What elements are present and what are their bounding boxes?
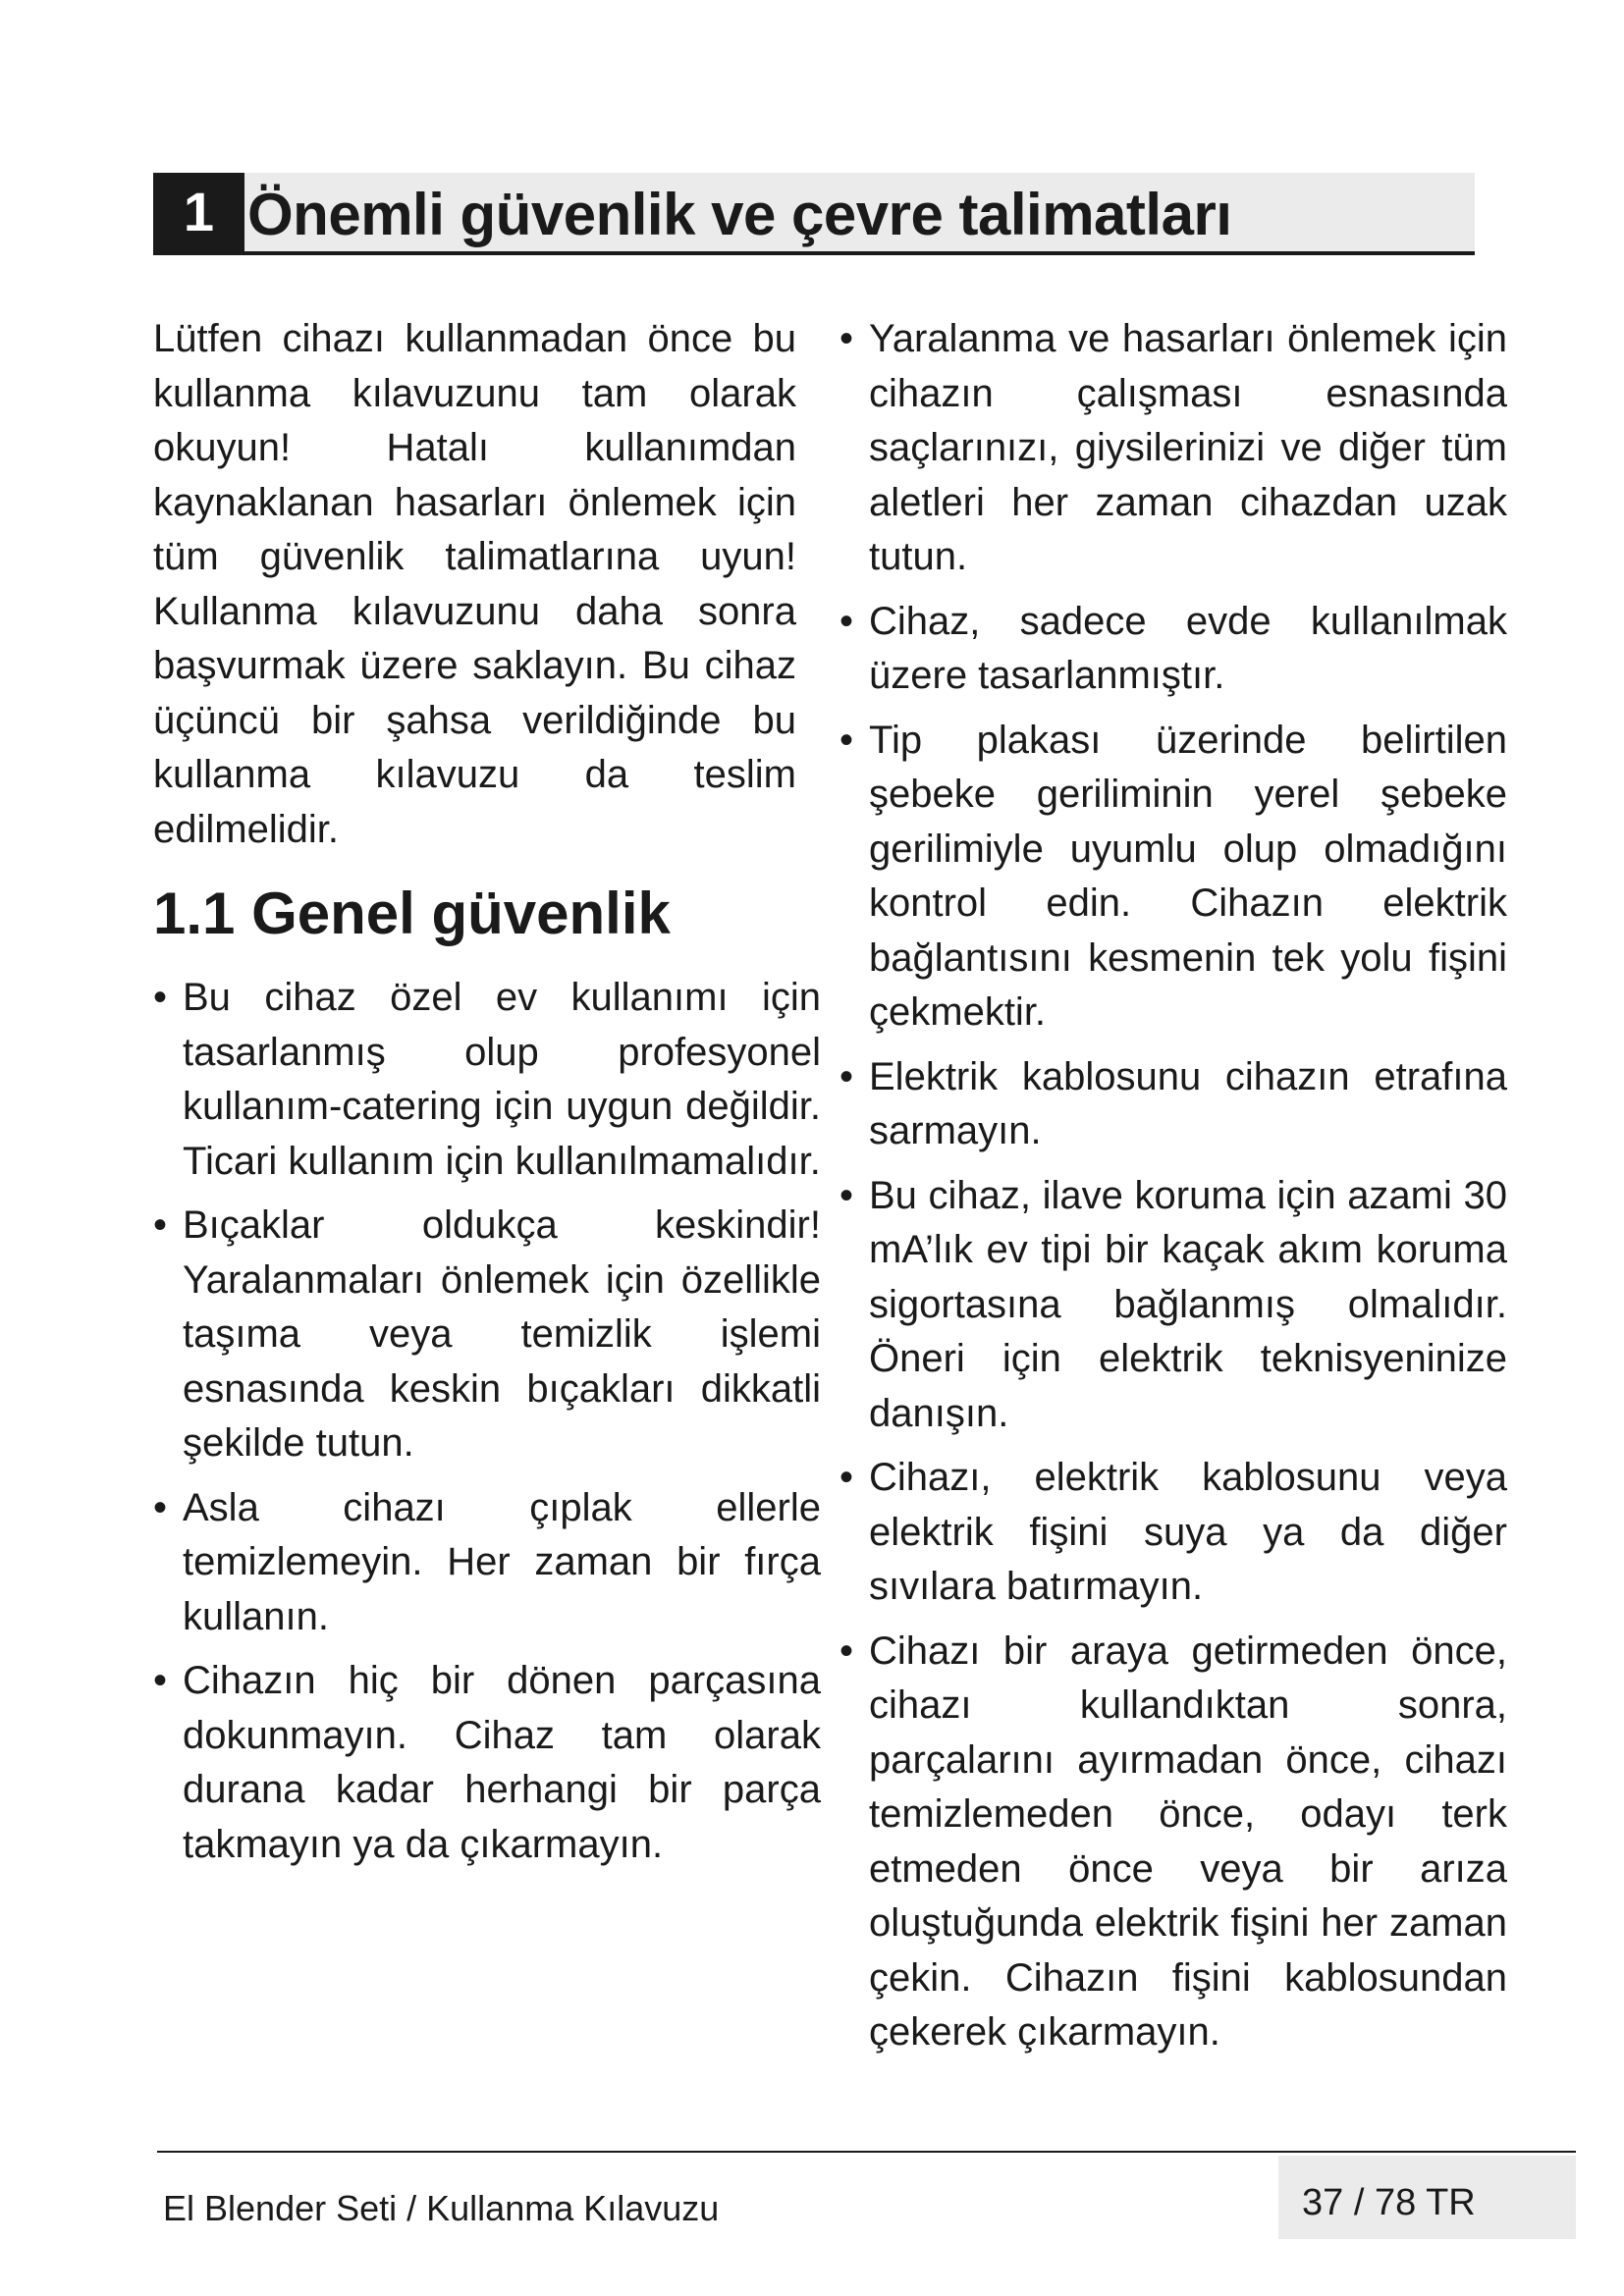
page-title: Önemli güvenlik ve çevre talimatları xyxy=(247,182,1232,247)
subsection-heading: 1.1 Genel güvenlik xyxy=(153,881,671,946)
list-item xyxy=(839,1451,1507,1615)
list-item-text: Bu cihaz özel ev kullanımı için tasarlanmış olup profesyonel kullanım-catering için uygun değildir. Ticari kullanım için kullanılmamalıdır. xyxy=(183,976,821,1183)
list-item-text: Yaralanma ve hasarları önlemek için cihazın çalışması esnasında saçlarınızı, giysilerinizi ve diğer tüm aletleri her zaman cihazdan uzak tutun. xyxy=(869,317,1507,578)
list-item xyxy=(839,1625,1507,2060)
intro-paragraph: Lütfen cihazı kullanmadan önce bu kullanma kılavuzunu tam olarak okuyun! Hatalı kullanımdan kaynaklanan hasarları önlemek için tüm güvenlik talimatlarına uyun! Kullanma kılavuzunu daha sonra başvurmak üzere saklayın. Bu cihaz üçüncü bir şahsa verildiğinde bu kullanma kılavuzu da teslim edilmelidir. xyxy=(153,317,796,851)
list-item-text: Bu cihaz, ilave koruma için azami 30 mA’lık ev tipi bir kaçak akım koruma sigortasına bağlanmış olmalıdır. Öneri için elektrik teknisyeninize danışın. xyxy=(869,1173,1507,1435)
bullet-icon: • xyxy=(839,317,854,360)
list-item-text: Cihazı, elektrik kablosunu veya elektrik fişini suya ya da diğer sıvılara batırmayın. xyxy=(869,1456,1507,1608)
list-item-text: Tip plakası üzerinde belirtilen şebeke geriliminin yerel şebeke gerilimiyle uyumlu olup olmadığını kontrol edin. Cihazın elektrik bağlantısını kesmenin tek yolu fişini çekmektir. xyxy=(869,718,1507,1034)
bullet-icon: • xyxy=(153,1659,168,1702)
right-bullet-list xyxy=(839,312,1507,2060)
list-item-text: Elektrik kablosunu cihazın etrafına sarmayın. xyxy=(869,1054,1507,1152)
bullet-icon: • xyxy=(839,1629,854,1673)
list-item xyxy=(839,1169,1507,1442)
bullet-icon: • xyxy=(153,1485,168,1529)
left-bullet-list xyxy=(153,971,821,1872)
list-item xyxy=(839,1050,1507,1159)
right-column xyxy=(839,312,1507,2070)
list-item xyxy=(839,595,1507,704)
list-item xyxy=(153,971,821,1189)
list-item xyxy=(839,312,1507,585)
bullet-icon: • xyxy=(839,1456,854,1499)
section-number: 1 xyxy=(153,173,244,251)
list-item xyxy=(153,1199,821,1471)
list-item-text: Asla cihazı çıplak ellerle temizlemeyin. Her zaman bir fırça kullanın. xyxy=(183,1485,821,1638)
list-item xyxy=(839,714,1507,1041)
bullet-icon: • xyxy=(839,599,854,643)
list-item-text: Cihazın hiç bir dönen parçasına dokunmayın. Cihaz tam olarak durana kadar herhangi bir parça takmayın ya da çıkarmayın. xyxy=(183,1659,821,1866)
bullet-icon: • xyxy=(153,976,168,1019)
bullet-icon: • xyxy=(839,1173,854,1217)
footer-divider xyxy=(157,2151,1576,2153)
page-number: 37 / 78 TR xyxy=(1302,2182,1476,2223)
bullet-icon: • xyxy=(153,1203,168,1247)
page-number-box xyxy=(1278,2156,1576,2239)
list-item-text: Bıçaklar oldukça keskindir! Yaralanmaları önlemek için özellikle taşıma veya temizlik işlemi esnasında keskin bıçakları dikkatli şekilde tutun. xyxy=(183,1203,821,1465)
bullet-icon: • xyxy=(839,1054,854,1098)
list-item xyxy=(153,1481,821,1645)
list-item-text: Cihazı bir araya getirmeden önce, cihazı kullandıktan sonra, parçalarını ayırmadan önce, cihazı temizlemeden önce, odayı terk etmeden önce veya bir arıza oluştuğunda elektrik fişini her zaman çekin. Cihazın fişini kablosundan çekerek çıkarmayın. xyxy=(869,1629,1507,2054)
section-title-bar xyxy=(153,173,1475,255)
list-item xyxy=(153,1654,821,1872)
left-column xyxy=(153,312,821,1882)
bullet-icon: • xyxy=(839,718,854,762)
list-item-text: Cihaz, sadece evde kullanılmak üzere tasarlanmıştır. xyxy=(869,599,1507,697)
footer-product-label: El Blender Seti / Kullanma Kılavuzu xyxy=(163,2188,720,2228)
